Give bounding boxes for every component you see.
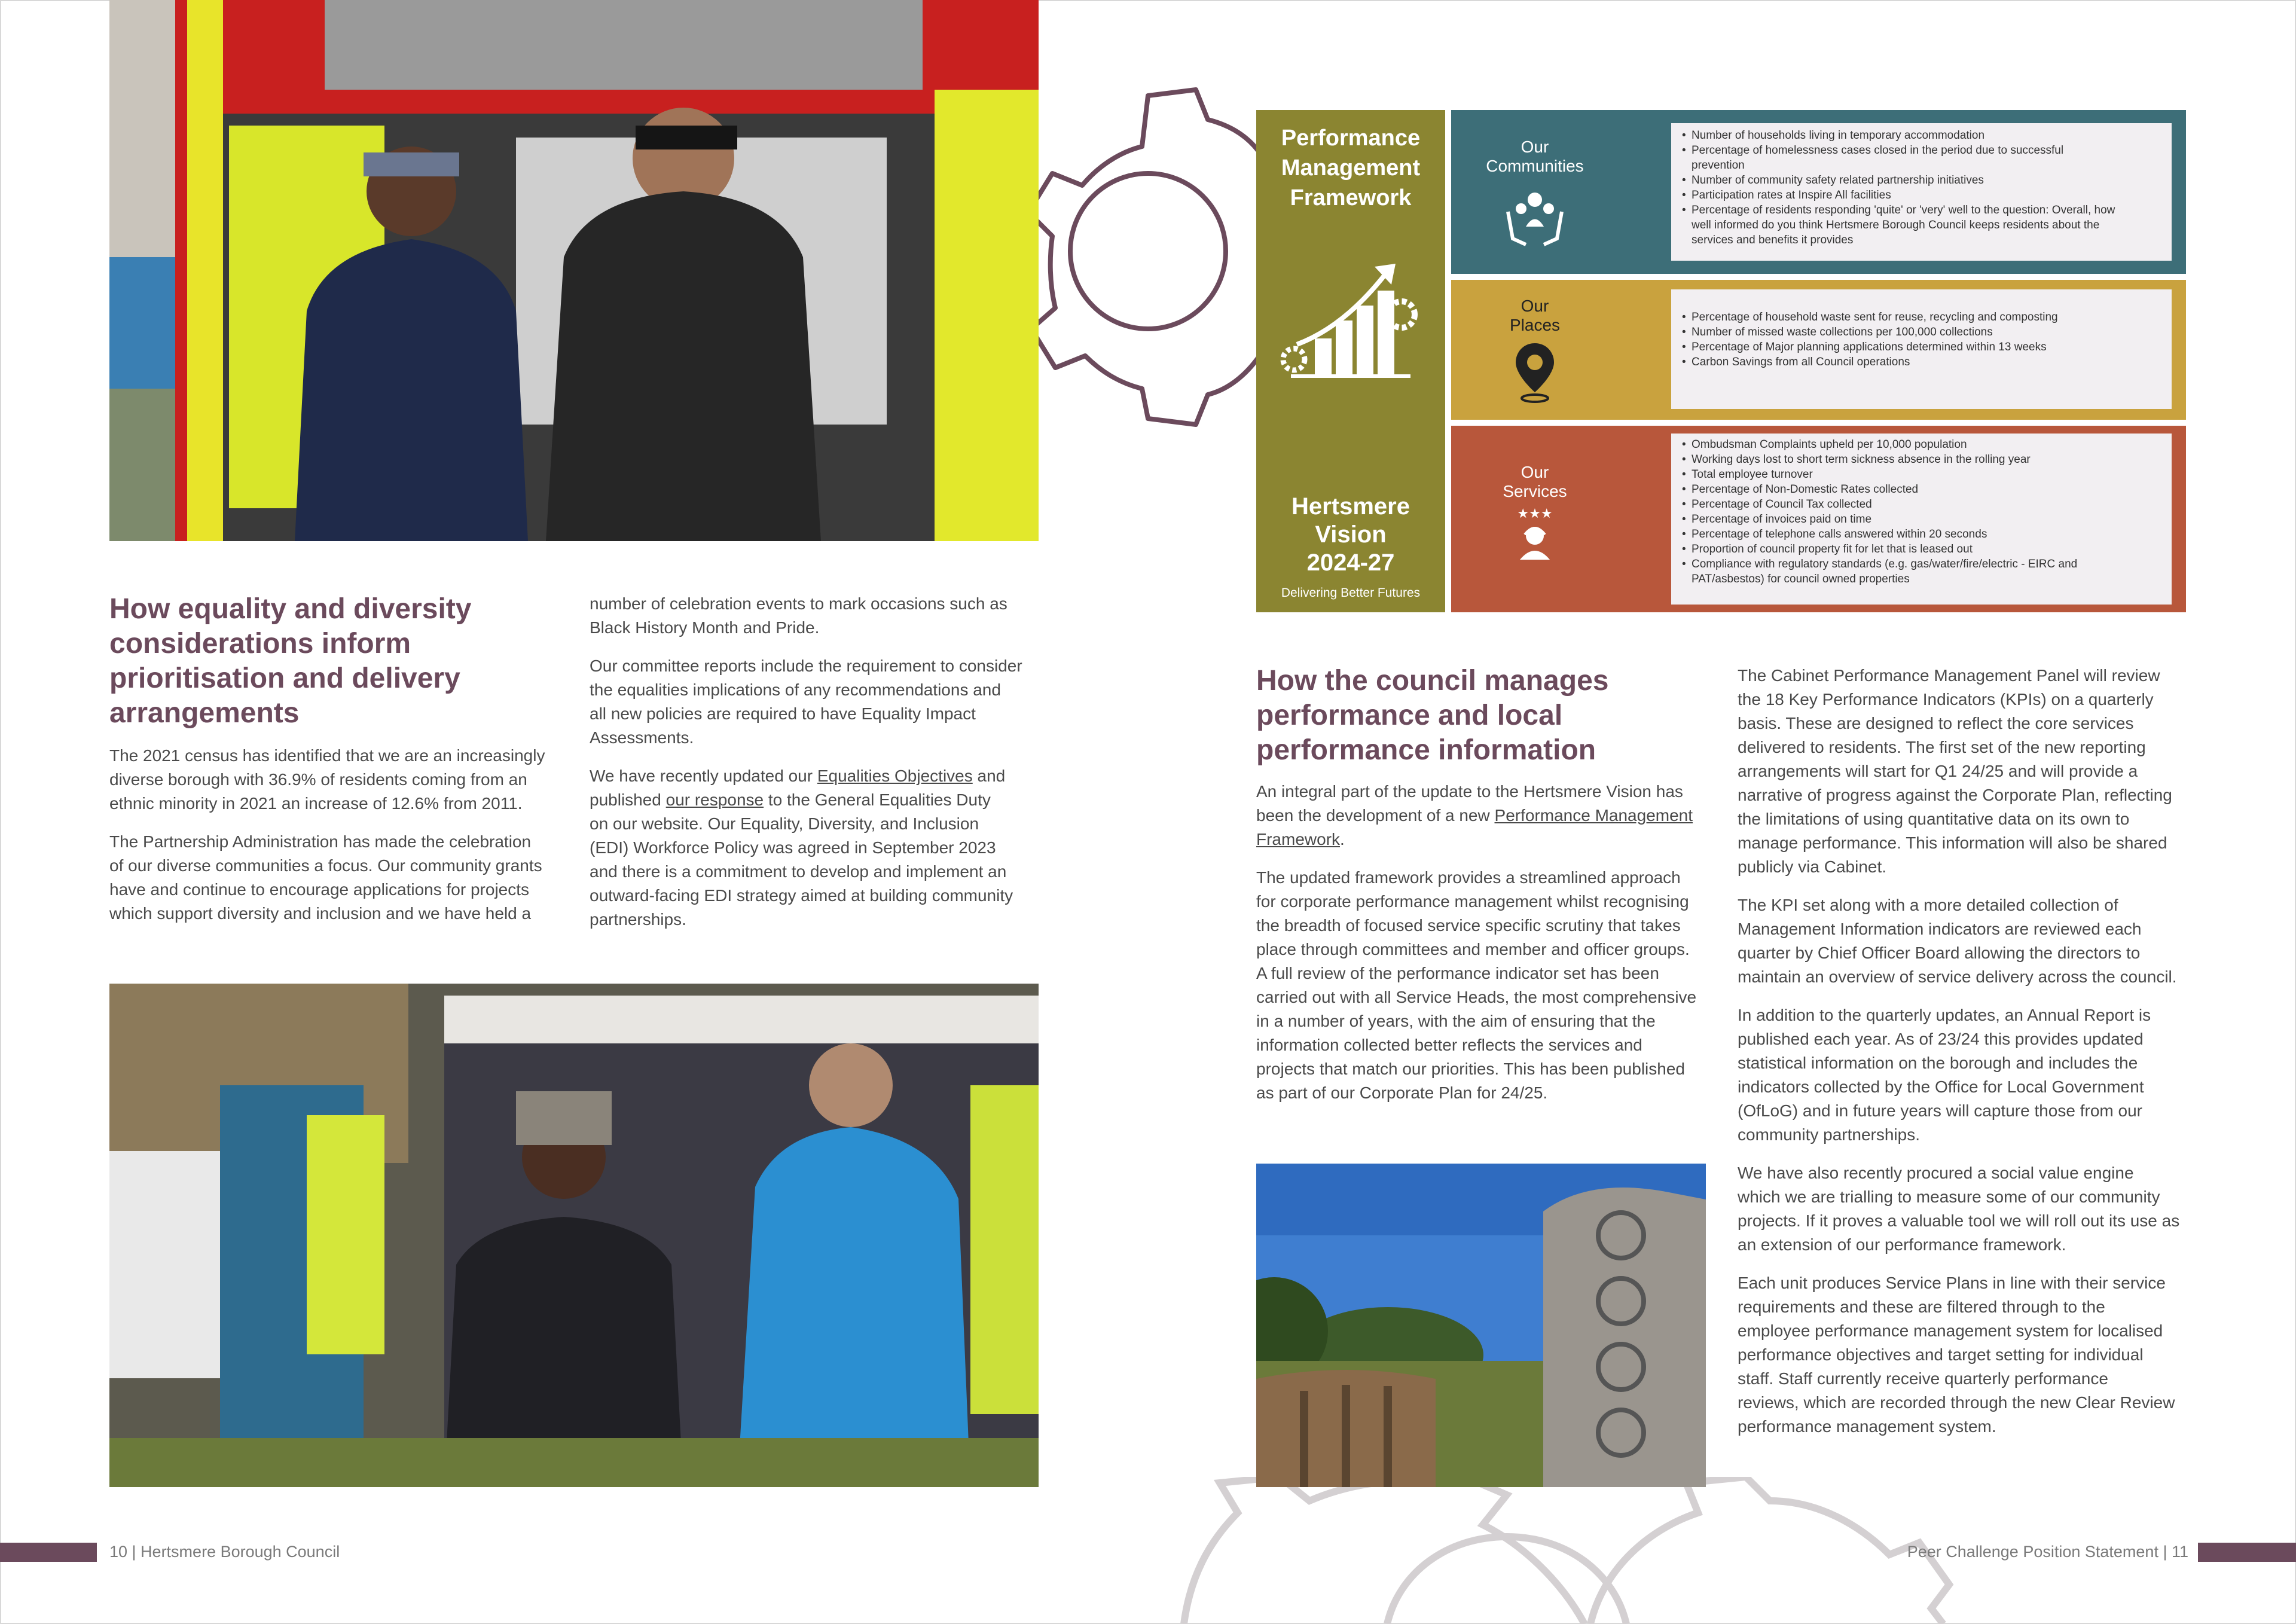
text-line: Management Information indicators are reviewed each xyxy=(1738,920,2142,938)
text-line: as part of our Corporate Plan for 24/25. xyxy=(1256,1083,1548,1102)
section-heading-equality xyxy=(109,592,564,731)
performance-column-1 xyxy=(1256,780,1711,1119)
category-label: Places xyxy=(1509,316,1561,334)
category-label: Our xyxy=(1521,138,1549,156)
framework-link[interactable]: Framework xyxy=(1256,830,1341,848)
text-line: The updated framework provides a streamlined approach xyxy=(1256,868,1681,887)
text-line: Black History Month and Pride. xyxy=(590,618,820,637)
category-communities xyxy=(1457,138,1613,252)
title-line: Performance xyxy=(1281,126,1421,151)
kpi-line: Carbon Savings from all Council operations xyxy=(1692,356,1910,368)
kpi-item xyxy=(1692,188,2164,203)
category-label: Our xyxy=(1521,463,1549,481)
kpi-line: Total employee turnover xyxy=(1692,468,1813,481)
text-line: published each year. As of 23/24 this provides updated xyxy=(1738,1030,2144,1048)
paragraph-updated-framework xyxy=(1256,866,1711,1105)
vision-line: Hertsmere xyxy=(1292,493,1410,520)
kpi-line: Percentage of Major planning applications determined within 13 weeks xyxy=(1692,341,2047,353)
text-fragment: been the development of a new xyxy=(1256,806,1495,825)
kpi-item xyxy=(1692,143,2164,173)
communities-kpi-list xyxy=(1678,128,2164,248)
kpi-item xyxy=(1692,128,2164,143)
text-line: of our diverse communities a focus. Our community grants xyxy=(109,856,542,875)
kpi-line: Number of missed waste collections per 100,000 collections xyxy=(1692,326,1993,338)
text-line: basis. These are designed to reflect the core services xyxy=(1738,714,2134,732)
text-line: all new policies are required to have Equality Impact xyxy=(590,704,976,723)
text-line: on our website. Our Equality, Diversity, and Inclusion xyxy=(590,814,979,833)
text-line: number of celebration events to mark occasions such as xyxy=(590,594,1007,613)
kpi-item xyxy=(1692,437,2164,452)
kpi-line: Number of households living in temporary accommodation xyxy=(1692,129,1985,142)
text-line: We have also recently procured a social value engine xyxy=(1738,1164,2134,1182)
kpi-item xyxy=(1692,452,2164,467)
heading-line: considerations inform xyxy=(109,628,411,660)
customer-service-icon xyxy=(1502,505,1568,564)
text-line xyxy=(1256,828,1711,851)
kpi-line: Percentage of Non-Domestic Rates collected xyxy=(1692,483,1919,496)
kpi-item xyxy=(1692,482,2164,497)
framework-title-panel xyxy=(1256,110,1445,612)
kpi-line: Number of community safety related partnership initiatives xyxy=(1692,174,1984,187)
title-line: Management xyxy=(1281,155,1421,181)
text-line: the 18 Key Performance Indicators (KPIs) on a quarterly xyxy=(1738,690,2154,709)
kpi-item xyxy=(1692,512,2164,527)
kpi-line: services and benefits it provides xyxy=(1692,234,1854,246)
vision-line: 2024-27 xyxy=(1306,550,1395,576)
kpi-line: Percentage of Council Tax collected xyxy=(1692,498,1872,511)
places-kpi-list xyxy=(1678,310,2164,370)
footer-bar-left xyxy=(0,1543,97,1562)
our-response-link[interactable]: our response xyxy=(665,790,764,809)
text-line: Each unit produces Service Plans in line with their service xyxy=(1738,1274,2166,1292)
kpi-line: well informed do you think Hertsmere Borough Council keeps residents about the xyxy=(1692,219,2100,231)
services-kpi-box xyxy=(1671,434,2172,605)
text-line: A full review of the performance indicator set has been xyxy=(1256,964,1659,982)
text-line: place through committees and member and officer groups. xyxy=(1256,940,1690,958)
kpi-line: Percentage of telephone calls answered within 20 seconds xyxy=(1692,528,1987,541)
kpi-line: Proportion of council property fit for let that is leased out xyxy=(1692,543,1973,555)
kpi-line: Ombudsman Complaints upheld per 10,000 population xyxy=(1692,438,1967,451)
kpi-line: Participation rates at Inspire All facilities xyxy=(1692,189,1891,202)
text-line: performance objectives and target setting for individual xyxy=(1738,1345,2144,1364)
performance-management-framework xyxy=(1256,110,2186,612)
kpi-line: • Compliance with regulatory standards (e.g. gas/water/fire/electric - EIRC and xyxy=(1692,558,2078,570)
text-line: The KPI set along with a more detailed collection of xyxy=(1738,896,2118,914)
section-heading-performance xyxy=(1256,664,1711,768)
gear-outline-bottom xyxy=(1172,1477,1973,1624)
kpi-item xyxy=(1692,497,2164,512)
kpi-line: • Percentage of residents responding 'quite' or 'very' well to the question: Overall, how xyxy=(1692,204,2115,216)
heading-line: How the council manages xyxy=(1256,665,1609,697)
text-line: information collected better reflects the services and xyxy=(1256,1036,1642,1054)
svg-text:★★★: ★★★ xyxy=(1517,506,1553,521)
text-line: partnerships. xyxy=(590,910,686,929)
category-label: Our xyxy=(1521,297,1549,315)
text-line: which support diversity and inclusion and we have held a xyxy=(109,904,532,923)
photo-park-maze xyxy=(1256,1164,1706,1487)
text-line: staff. Staff currently receive quarterly performance xyxy=(1738,1369,2108,1388)
text-line: diverse borough with 36.9% of residents coming from an xyxy=(109,770,527,789)
kpi-item xyxy=(1692,355,2164,370)
text-line: delivered to residents. The first set of the new reporting xyxy=(1738,738,2146,756)
category-label: Communities xyxy=(1486,157,1584,175)
places-kpi-box xyxy=(1671,289,2172,409)
text-line xyxy=(1256,804,1711,828)
kpi-line: prevention xyxy=(1692,159,1745,172)
heading-line: performance information xyxy=(1256,734,1596,766)
text-line: performance management system. xyxy=(1738,1417,1996,1436)
text-line: statistical information on the borough and includes the xyxy=(1738,1054,2138,1072)
community-hands-icon xyxy=(1502,182,1568,248)
heading-line: performance and local xyxy=(1256,700,1563,731)
kpi-item xyxy=(1692,527,2164,542)
text-line: projects that match our priorities. This has been published xyxy=(1256,1060,1685,1078)
growth-chart-icon xyxy=(1273,249,1428,386)
text-line: (EDI) Workforce Policy was agreed in September 2023 xyxy=(590,838,996,857)
text-line: arrangements will start for Q1 24/25 and will provide a xyxy=(1738,762,2138,780)
text-fragment: published xyxy=(590,790,666,809)
gear-outline-top xyxy=(1016,78,1292,436)
paragraph-service-plans xyxy=(1738,1271,2204,1439)
text-line: Assessments. xyxy=(590,728,694,747)
communities-kpi-box xyxy=(1671,123,2172,261)
title-line: Framework xyxy=(1290,185,1412,210)
text-line: projects. If it proves a valuable tool we will roll out its use as xyxy=(1738,1211,2180,1230)
text-line: indicators collected by the Office for Local Government xyxy=(1738,1077,2144,1096)
text-fragment: We have recently updated our xyxy=(590,767,817,785)
text-line: an extension of our performance framework. xyxy=(1738,1235,2066,1254)
paragraph-edi xyxy=(590,764,1044,932)
text-line: ethnic minority in 2021 an increase of 12.6% from 2011. xyxy=(109,794,523,813)
text-fragment: and xyxy=(972,767,1006,785)
text-line: have and continue to encourage applications for projects xyxy=(109,880,530,899)
text-line: in a number of years, with the aim of ensuring that the xyxy=(1256,1012,1656,1030)
footer-left: 10 | Hertsmere Borough Council xyxy=(109,1543,340,1561)
photo-community-event xyxy=(109,984,1039,1487)
text-line: reviews, which are recorded through the new Clear Review xyxy=(1738,1393,2175,1412)
text-line: manage performance. This information will also be shared xyxy=(1738,834,2167,852)
heading-line: arrangements xyxy=(109,697,300,729)
vision-line: Vision xyxy=(1315,521,1387,548)
text-line: which we are trialling to measure some of our community xyxy=(1738,1188,2160,1206)
kpi-item xyxy=(1692,340,2164,355)
text-line: for corporate performance management whilst recognising xyxy=(1256,892,1689,911)
heading-line: prioritisation and delivery xyxy=(109,663,460,694)
footer-bar-right xyxy=(2198,1543,2296,1562)
services-kpi-list xyxy=(1678,437,2164,587)
kpi-line: Percentage of invoices paid on time xyxy=(1692,513,1872,526)
performance-framework-link[interactable]: Performance Management xyxy=(1494,806,1693,825)
text-line: Our committee reports include the requirement to consider xyxy=(590,657,1022,675)
kpi-item xyxy=(1692,203,2164,248)
paragraph-committee xyxy=(590,654,1044,750)
category-places xyxy=(1457,297,1613,408)
paragraph-cabinet-panel xyxy=(1738,664,2204,879)
text-line: An integral part of the update to the Hertsmere Vision has xyxy=(1256,782,1683,801)
text-line: and there is a commitment to develop and implement an xyxy=(590,862,1007,881)
text-line: employee performance management system for localised xyxy=(1738,1321,2163,1340)
performance-column-2 xyxy=(1738,664,2204,1453)
text-line: publicly via Cabinet. xyxy=(1738,857,1887,876)
text-line xyxy=(590,788,1044,812)
heading-line: How equality and diversity xyxy=(109,593,472,625)
vision-title xyxy=(1256,493,1445,577)
text-line: maintain an overview of service delivery across the council. xyxy=(1738,967,2177,986)
text-line: (OfLoG) and in future years will capture those from our xyxy=(1738,1101,2142,1120)
vision-tagline: Delivering Better Futures xyxy=(1281,586,1421,600)
category-label: Services xyxy=(1503,482,1567,500)
text-line: the breadth of focused service specific scrutiny that takes xyxy=(1256,916,1681,935)
kpi-item xyxy=(1692,467,2164,482)
text-line: outward-facing EDI strategy aimed at building community xyxy=(590,886,1013,905)
text-fragment: to the General Equalities Duty xyxy=(764,790,991,809)
text-line: narrative of progress against the Corporate Plan, reflecting xyxy=(1738,786,2172,804)
text-line: The Partnership Administration has made the celebration xyxy=(109,832,532,851)
text-line: quarter by Chief Officer Board allowing the directors to xyxy=(1738,944,2141,962)
kpi-item xyxy=(1692,325,2164,340)
equality-column-2 xyxy=(590,592,1044,946)
text-line: The 2021 census has identified that we are an increasingly xyxy=(109,746,545,765)
kpi-line: • Percentage of homelessness cases closed in the period due to successful xyxy=(1692,144,2064,157)
category-services xyxy=(1457,463,1613,569)
text-line: carried out with all Service Heads, the most comprehensive xyxy=(1256,988,1697,1006)
paragraph-annual-report xyxy=(1738,1003,2204,1147)
paragraph-census xyxy=(109,744,564,816)
kpi-item xyxy=(1692,557,2164,587)
text-line: the equalities implications of any recommendations and xyxy=(590,680,1001,699)
equalities-objectives-link[interactable]: Equalities Objectives xyxy=(817,767,973,785)
text-line: In addition to the quarterly updates, an Annual Report is xyxy=(1738,1006,2151,1024)
paragraph-kpi-set xyxy=(1738,893,2204,989)
paragraph-partnership xyxy=(109,830,564,926)
kpi-line: PAT/asbestos) for council owned properties xyxy=(1692,573,1910,585)
paragraph-social-value xyxy=(1738,1161,2204,1257)
kpi-line: Working days lost to short term sickness absence in the rolling year xyxy=(1692,453,2031,466)
text-line: the limitations of using quantitative data on its own to xyxy=(1738,810,2130,828)
photo-firefighters xyxy=(109,0,1039,541)
text-fragment: . xyxy=(1340,830,1345,848)
location-pin-icon xyxy=(1511,338,1559,404)
text-line: requirements and these are filtered through to the xyxy=(1738,1298,2105,1316)
text-line: The Cabinet Performance Management Panel will review xyxy=(1738,666,2160,685)
framework-title xyxy=(1256,123,1445,213)
paragraph-celebration xyxy=(590,592,1044,640)
equality-column-1 xyxy=(109,744,564,940)
footer-right: Peer Challenge Position Statement | 11 xyxy=(1907,1543,2188,1561)
kpi-item xyxy=(1692,310,2164,325)
text-line xyxy=(590,764,1044,788)
kpi-line: Percentage of household waste sent for reuse, recycling and composting xyxy=(1692,311,2058,323)
kpi-item xyxy=(1692,542,2164,557)
kpi-item xyxy=(1692,173,2164,188)
text-line: community partnerships. xyxy=(1738,1125,1921,1144)
paragraph-integral xyxy=(1256,780,1711,851)
